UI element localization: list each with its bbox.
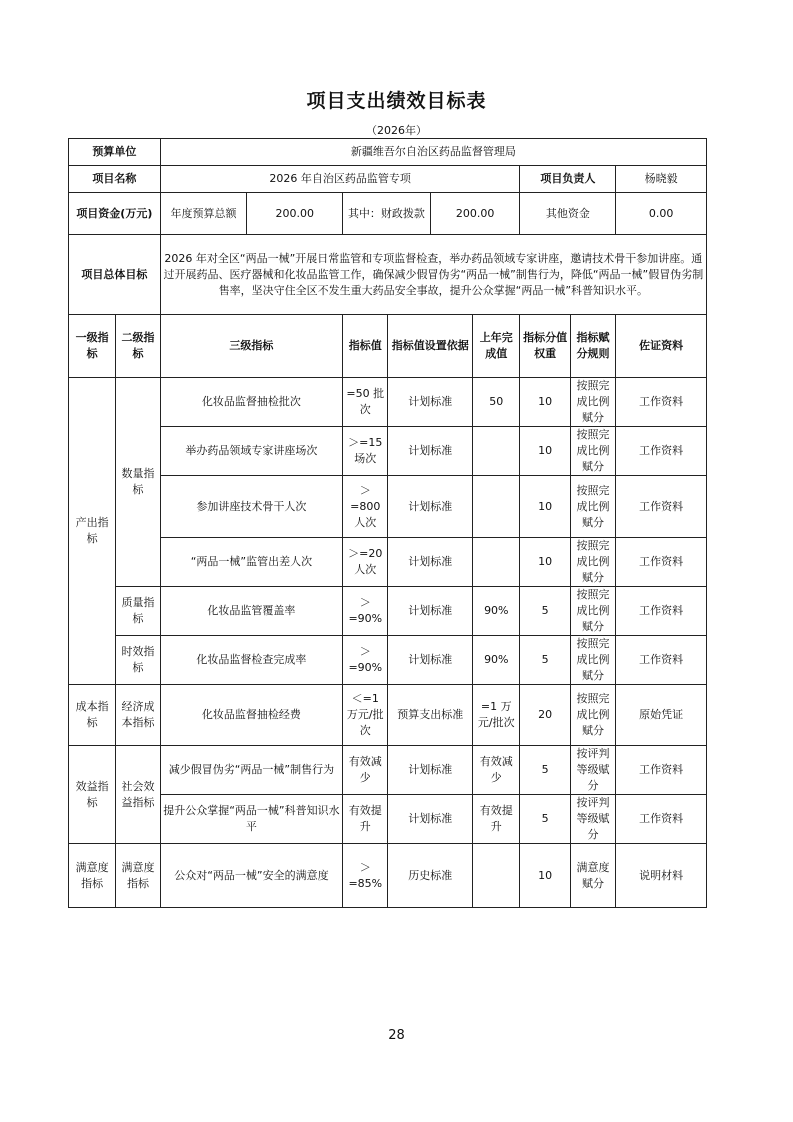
indicator-evidence: 工作资料 xyxy=(616,746,707,795)
indicator-rule: 按照完成比例赋分 xyxy=(570,538,615,587)
indicator-value: =50 批次 xyxy=(343,378,388,427)
indicator-rule: 按评判等级赋分 xyxy=(570,746,615,795)
responsible-label: 项目负责人 xyxy=(520,166,616,193)
annual-budget-label: 年度预算总额 xyxy=(160,193,247,235)
indicator-value: ＜=1 万元/批次 xyxy=(343,685,388,746)
indicator-basis: 计划标准 xyxy=(388,746,473,795)
indicator-last xyxy=(473,427,520,476)
indicator-rule: 按照完成比例赋分 xyxy=(570,636,615,685)
budget-unit-value: 新疆维吾尔自治区药品监督管理局 xyxy=(160,139,706,166)
indicator-name: 参加讲座技术骨干人次 xyxy=(160,476,342,538)
header-level3: 三级指标 xyxy=(160,315,342,378)
table-row xyxy=(69,587,707,636)
funds-row xyxy=(69,193,707,235)
indicator-basis: 历史标准 xyxy=(388,844,473,908)
header-evidence: 佐证资料 xyxy=(616,315,707,378)
indicator-weight: 5 xyxy=(520,746,570,795)
indicator-value: 有效提升 xyxy=(343,795,388,844)
indicator-last: 90% xyxy=(473,587,520,636)
indicator-rule: 按照完成比例赋分 xyxy=(570,685,615,746)
group-quantity: 数量指标 xyxy=(116,378,160,587)
annual-budget-value: 200.00 xyxy=(247,193,343,235)
indicator-name: 公众对“两品一械”安全的满意度 xyxy=(160,844,342,908)
indicator-name: 化妆品监管覆盖率 xyxy=(160,587,342,636)
other-funds-value: 0.00 xyxy=(616,193,707,235)
overall-goal-text: 2026 年对全区“两品一械”开展日常监管和专项监督检查，举办药品领域专家讲座，邀请技术骨干参加讲座。通过开展药品、医疗器械和化妆品监管工作，确保减少假冒伪劣“两品一械”制售行为，降低“两品一械”假冒伪劣制售率，坚决守住全区不发生重大药品安全事故，提升公众掌握“两品一械”科普知识水平。 xyxy=(160,235,706,315)
indicator-evidence: 工作资料 xyxy=(616,476,707,538)
table-row xyxy=(69,427,707,476)
indicator-value: ＞=90% xyxy=(343,636,388,685)
group-timeliness: 时效指标 xyxy=(116,636,160,685)
group-economic-cost: 经济成本指标 xyxy=(116,685,160,746)
indicator-value: ＞=20 人次 xyxy=(343,538,388,587)
indicator-weight: 5 xyxy=(520,795,570,844)
indicator-last: 有效提升 xyxy=(473,795,520,844)
indicator-last xyxy=(473,476,520,538)
indicator-evidence: 工作资料 xyxy=(616,636,707,685)
indicator-evidence: 工作资料 xyxy=(616,427,707,476)
group-satisfaction: 满意度指标 xyxy=(69,844,116,908)
indicator-rule: 按照完成比例赋分 xyxy=(570,587,615,636)
indicator-basis: 计划标准 xyxy=(388,427,473,476)
indicator-value: ＞=800 人次 xyxy=(343,476,388,538)
group-output: 产出指标 xyxy=(69,378,116,685)
table-row xyxy=(69,538,707,587)
indicator-basis: 预算支出标准 xyxy=(388,685,473,746)
indicator-weight: 10 xyxy=(520,476,570,538)
indicator-name: 提升公众掌握“两品一械”科普知识水平 xyxy=(160,795,342,844)
indicator-rule: 按照完成比例赋分 xyxy=(570,476,615,538)
page-number: 28 xyxy=(388,1028,405,1043)
indicator-weight: 10 xyxy=(520,538,570,587)
budget-unit-row xyxy=(69,139,707,166)
header-level1: 一级指标 xyxy=(69,315,116,378)
header-value: 指标值 xyxy=(343,315,388,378)
indicator-evidence: 原始凭证 xyxy=(616,685,707,746)
indicator-last: 50 xyxy=(473,378,520,427)
indicator-name: 化妆品监督检查完成率 xyxy=(160,636,342,685)
indicator-weight: 10 xyxy=(520,427,570,476)
table-row xyxy=(69,746,707,795)
group-quality: 质量指标 xyxy=(116,587,160,636)
indicator-weight: 5 xyxy=(520,587,570,636)
table-row xyxy=(69,378,707,427)
responsible-value: 杨晓毅 xyxy=(616,166,707,193)
indicator-name: 化妆品监督抽检批次 xyxy=(160,378,342,427)
fiscal-value: 200.00 xyxy=(430,193,520,235)
indicator-name: 化妆品监督抽检经费 xyxy=(160,685,342,746)
header-row xyxy=(69,315,707,378)
indicator-value: ＞=85% xyxy=(343,844,388,908)
budget-unit-label: 预算单位 xyxy=(69,139,161,166)
indicator-weight: 5 xyxy=(520,636,570,685)
indicator-weight: 10 xyxy=(520,378,570,427)
funds-label: 项目资金(万元) xyxy=(69,193,161,235)
indicator-evidence: 工作资料 xyxy=(616,378,707,427)
table-row xyxy=(69,636,707,685)
indicator-last: =1 万元/批次 xyxy=(473,685,520,746)
group-social-benefit: 社会效益指标 xyxy=(116,746,160,844)
indicator-name: 举办药品领域专家讲座场次 xyxy=(160,427,342,476)
indicator-basis: 计划标准 xyxy=(388,795,473,844)
indicator-weight: 10 xyxy=(520,844,570,908)
document-title: 项目支出绩效目标表 xyxy=(306,90,487,112)
indicator-weight: 20 xyxy=(520,685,570,746)
overall-goal-label: 项目总体目标 xyxy=(69,235,161,315)
table-row xyxy=(69,685,707,746)
indicator-evidence: 工作资料 xyxy=(616,795,707,844)
header-weight: 指标分值权重 xyxy=(520,315,570,378)
indicator-evidence: 说明材料 xyxy=(616,844,707,908)
header-rule: 指标赋分规则 xyxy=(570,315,615,378)
indicator-last xyxy=(473,538,520,587)
project-name-value: 2026 年自治区药品监管专项 xyxy=(160,166,520,193)
indicator-name: 减少假冒伪劣“两品一械”制售行为 xyxy=(160,746,342,795)
indicator-last xyxy=(473,844,520,908)
year-label: （2026年） xyxy=(366,124,427,137)
other-funds-label: 其他资金 xyxy=(520,193,616,235)
group-benefit: 效益指标 xyxy=(69,746,116,844)
indicator-basis: 计划标准 xyxy=(388,476,473,538)
table-row xyxy=(69,476,707,538)
indicator-value: ＞=15 场次 xyxy=(343,427,388,476)
indicator-value: 有效减少 xyxy=(343,746,388,795)
table-row xyxy=(69,795,707,844)
indicator-value: ＞=90% xyxy=(343,587,388,636)
fiscal-label: 其中：财政拨款 xyxy=(343,193,431,235)
performance-table xyxy=(68,138,707,908)
indicator-rule: 按评判等级赋分 xyxy=(570,795,615,844)
header-level2: 二级指标 xyxy=(116,315,160,378)
indicator-rule: 按照完成比例赋分 xyxy=(570,427,615,476)
overall-goal-row xyxy=(69,235,707,315)
table-row xyxy=(69,844,707,908)
indicator-rule: 按照完成比例赋分 xyxy=(570,378,615,427)
group-satisfaction-sub: 满意度指标 xyxy=(116,844,160,908)
indicator-basis: 计划标准 xyxy=(388,587,473,636)
indicator-rule: 满意度赋分 xyxy=(570,844,615,908)
indicator-evidence: 工作资料 xyxy=(616,587,707,636)
indicator-basis: 计划标准 xyxy=(388,378,473,427)
project-name-row xyxy=(69,166,707,193)
header-last-year: 上年完成值 xyxy=(473,315,520,378)
indicator-basis: 计划标准 xyxy=(388,636,473,685)
indicator-evidence: 工作资料 xyxy=(616,538,707,587)
indicator-last: 90% xyxy=(473,636,520,685)
header-basis: 指标值设置依据 xyxy=(388,315,473,378)
indicator-last: 有效减少 xyxy=(473,746,520,795)
indicator-name: “两品一械”监管出差人次 xyxy=(160,538,342,587)
project-name-label: 项目名称 xyxy=(69,166,161,193)
group-cost: 成本指标 xyxy=(69,685,116,746)
indicator-basis: 计划标准 xyxy=(388,538,473,587)
